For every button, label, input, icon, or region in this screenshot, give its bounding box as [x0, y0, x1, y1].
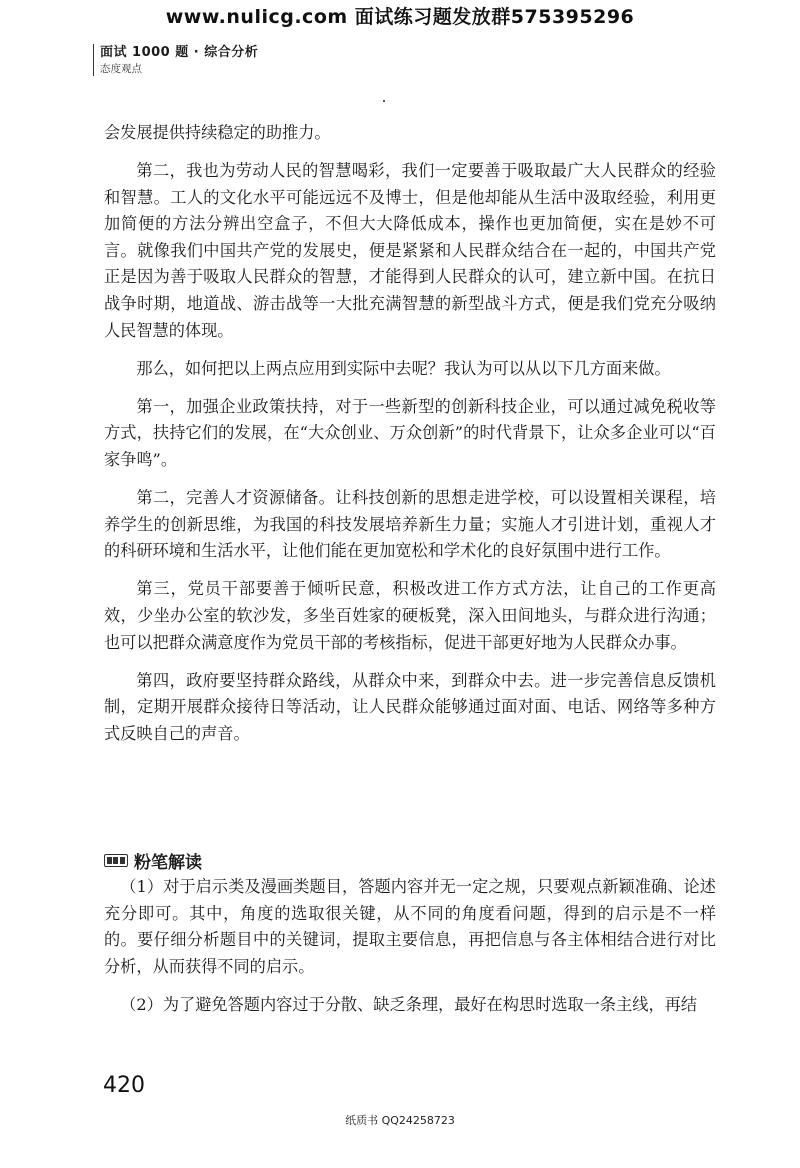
- speck: [383, 100, 385, 102]
- main-text: [104, 120, 716, 759]
- paragraph: 第二，完善人才资源储备。让科技创新的思想走进学校，可以设置相关课程，培养学生的创新思维，为我国的科技发展培养新生力量；实施人才引进计划，重视人才的科研环境和生活水平，让他们能在更加宽松和学术化的良好氛围中进行工作。: [104, 488, 716, 561]
- paragraph: 会发展提供持续稳定的助推力。: [104, 123, 331, 142]
- paragraph: 第三，党员干部要善于倾听民意，积极改进工作方式方法，让自己的工作更高效，少坐办公室的软沙发，多坐百姓家的硬板凳，深入田间地头，与群众进行沟通；也可以把群众满意度作为党员干部的考核指标，促进干部更好地为人民群众办事。: [104, 579, 716, 652]
- running-header: [93, 44, 258, 76]
- section-label: 态度观点: [100, 63, 142, 75]
- paragraph: 第二，我也为劳动人民的智慧喝彩，我们一定要善于吸取最广大人民群众的经验和智慧。工人的文化水平可能远远不及博士，但是他却能从生活中汲取经验，利用更加简便的方法分辨出空盒子，不但大大降低成本，操作也更加简便，实在是妙不可言。就像我们中国共产党的发展史，便是紧紧和人民群众结合在一起的，中国共产党正是因为善于吸取人民群众的智慧，才能得到人民群众的认可，建立新中国。在抗日战争时期，地道战、游击战等一大批充满智慧的新型战斗方式，便是我们党充分吸纳人民智慧的体现。: [104, 161, 716, 340]
- watermark-banner: www.nulicg.com 面试练习题发放群575395296: [165, 6, 635, 28]
- paragraph: 第四，政府要坚持群众路线，从群众中来，到群众中去。进一步完善信息反馈机制，定期开展群众接待日等活动，让人民群众能够通过面对面、电话、网络等多种方式反映自己的声音。: [104, 670, 716, 743]
- page-number: 420: [103, 1073, 145, 1098]
- paragraph: 第一，加强企业政策扶持，对于一些新型的创新科技企业，可以通过减免税收等方式，扶持它们的发展，在“大众创业、万众创新”的时代背景下，让众多企业可以“百家争鸣”。: [104, 396, 716, 470]
- book-title: 面试 1000 题 · 综合分析: [100, 45, 259, 60]
- analysis-item: （2）为了避免答题内容过于分散、缺乏条理，最好在构思时选取一条主线，再结: [120, 994, 698, 1014]
- analysis-heading: [104, 848, 202, 873]
- paragraph: 那么，如何把以上两点应用到实际中去呢？我认为可以从以下几方面来做。: [136, 358, 671, 378]
- footer-note: 纸质书 QQ24258723: [345, 1114, 455, 1127]
- analysis-item: （1）对于启示类及漫画类题目，答题内容并无一定之规，只要观点新颖准确、论述充分即可。其中，角度的选取很关键，从不同的角度看问题，得到的启示是不一样的。要仔细分析题目中的关键词，提取主要信息，再把信息与各主体相结合进行对比分析，从而获得不同的启示。: [104, 877, 716, 976]
- analysis-heading-text: 粉笔解读: [134, 853, 202, 873]
- book-badge-icon: [104, 854, 128, 867]
- analysis-text: [104, 874, 716, 1030]
